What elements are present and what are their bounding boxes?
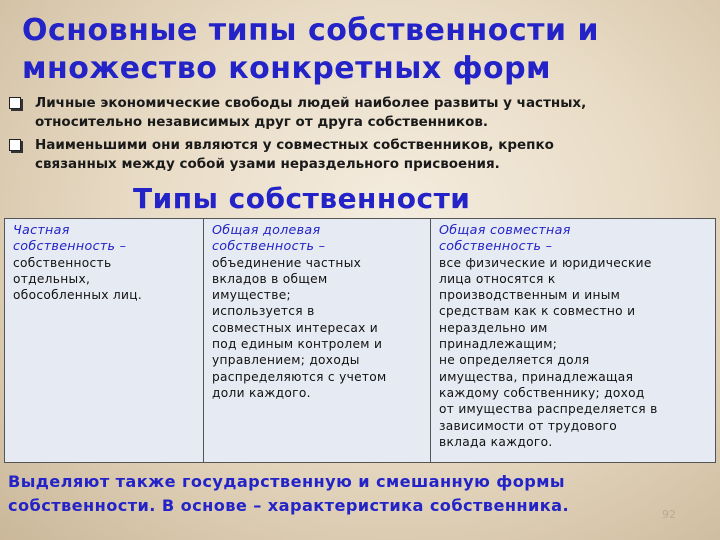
cell-text-line: совместных интересах и: [212, 320, 379, 335]
cell-text-line: от имущества распределяется в: [439, 402, 658, 417]
cell-text-line: принадлежащим;: [439, 337, 558, 352]
table-row: [5, 219, 716, 463]
cell-heading-line: Частная: [13, 222, 70, 237]
cell-heading-line: собственность –: [212, 238, 326, 254]
bullet-text-line: относительно независимых друг от друга собственников.: [35, 114, 489, 130]
table-cell-shared-equity: [204, 219, 431, 463]
cell-text-line: имуществе;: [212, 288, 291, 303]
slide-title-line: множество конкретных форм: [22, 51, 552, 86]
ownership-types-table: [4, 218, 716, 463]
cell-text-line: отдельных,: [13, 271, 91, 286]
page-number: 92: [662, 508, 676, 521]
bullet-item: [8, 136, 708, 174]
cell-text-line: зависимости от трудового: [439, 418, 617, 433]
cell-text-line: обособленных лиц.: [13, 288, 143, 303]
square-bullet-icon: [9, 139, 21, 151]
table-cell-private: [5, 219, 204, 463]
footer-note-line: собственности. В основе – характеристика собственника.: [8, 496, 570, 515]
cell-text-line: под единым контролем и: [212, 337, 383, 352]
footer-note: [8, 470, 708, 518]
slide-title-line: Основные типы собственности и: [22, 13, 600, 48]
cell-text-line: имущества, принадлежащая: [439, 369, 634, 384]
slide-title: [22, 12, 702, 88]
cell-text-line: лица относятся к: [439, 271, 556, 286]
cell-heading-line: собственность –: [13, 238, 127, 254]
cell-text-line: производственным и иным: [439, 288, 621, 303]
cell-text-line: доли каждого.: [212, 385, 311, 400]
cell-text-line: вкладов в общем: [212, 271, 328, 286]
cell-text-line: объединение частных: [212, 255, 362, 270]
cell-text-line: средствам как к совместно и: [439, 304, 636, 319]
bullet-list: [8, 94, 708, 178]
cell-text-line: распределяются с учетом: [212, 369, 387, 384]
cell-text-line: не определяется доля: [439, 353, 590, 368]
bullet-text-line: Наименьшими они являются у совместных собственников, крепко: [35, 137, 554, 153]
cell-text-line: собственность: [13, 255, 112, 270]
cell-heading-line: Общая долевая: [212, 222, 321, 237]
section-subtitle: Типы собственности: [133, 182, 471, 215]
cell-text-line: каждому собственнику; доход: [439, 385, 645, 400]
bullet-item: [8, 94, 708, 132]
bullet-text-line: связанных между собой узами нераздельного присвоения.: [35, 156, 500, 172]
bullet-text-line: Личные экономические свободы людей наиболее развиты у частных,: [35, 95, 587, 111]
cell-text-line: используется в: [212, 304, 315, 319]
cell-heading-line: Общая совместная: [439, 222, 571, 237]
cell-text-line: нераздельно им: [439, 320, 548, 335]
cell-text-line: управлением; доходы: [212, 353, 360, 368]
cell-text-line: вклада каждого.: [439, 434, 553, 449]
cell-text-line: все физические и юридические: [439, 255, 652, 270]
square-bullet-icon: [9, 97, 21, 109]
cell-heading-line: собственность –: [439, 238, 553, 254]
table-cell-joint: [431, 219, 716, 463]
footer-note-line: Выделяют также государственную и смешанную формы: [8, 472, 565, 491]
